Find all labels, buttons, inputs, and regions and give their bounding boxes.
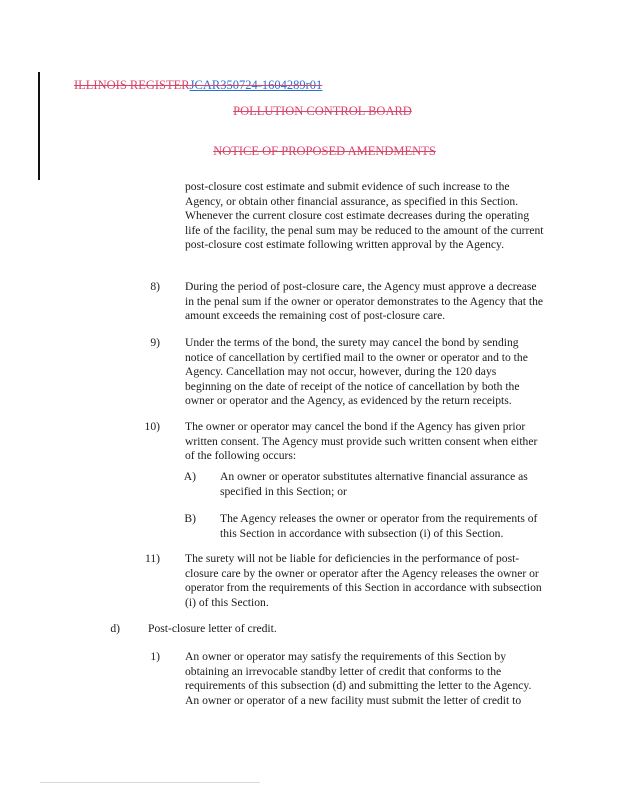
- item-11-number: 11): [144, 552, 160, 565]
- item-10a-text: An owner or operator substitutes alternative financial assurance as specified in this Section; or: [220, 470, 528, 498]
- notice-title: NOTICE OF PROPOSED AMENDMENTS: [213, 144, 436, 158]
- change-bar: [38, 72, 40, 180]
- board-title: POLLUTION CONTROL BOARD: [233, 104, 412, 118]
- register-header: [74, 78, 322, 93]
- item-10-number: 10): [144, 420, 160, 433]
- item-d1-text: An owner or operator may satisfy the requirements of this Section by obtaining an irrevocable standby letter of credit that conforms to the requirements of this subsection (d) and submitting the letter to the Agency. An owner or operator of a new facility must submit the letter of credit to: [185, 650, 532, 707]
- item-10a-number: A): [183, 470, 196, 483]
- continuation-paragraph: post-closure cost estimate and submit evidence of such increase to the Agency, or obtain other financial assurance, as specified in this Section. Whenever the current closure cost estimate decreases during the operating life of the facility, the penal sum may be reduced to the amount of the current post-closure cost estimate following written approval by the Agency.: [185, 180, 544, 251]
- item-10b-number: B): [184, 512, 196, 525]
- item-8-number: 8): [150, 280, 160, 293]
- jcar-code-link[interactable]: JCAR350724-1604289r01: [189, 78, 323, 92]
- item-9-text: Under the terms of the bond, the surety may cancel the bond by sending notice of cancellation by certified mail to the owner or operator and to the Agency. Cancellation may not occur, however, during the 120 days beginning on the date of receipt of the notice of cancellation by both the owner or operator and the Agency, as evidenced by the return receipts.: [185, 336, 528, 407]
- section-d-letter: d): [110, 622, 120, 635]
- item-11-text: The surety will not be liable for deficiencies in the performance of post-closure care by the owner or operator after the Agency releases the owner or operator from the requirements of this Section in accordance with subsection (i) of this Section.: [185, 552, 542, 609]
- item-10-text: The owner or operator may cancel the bond if the Agency has given prior written consent. The Agency must provide such written consent when either of the following occurs:: [185, 420, 538, 462]
- item-10b-text: The Agency releases the owner or operator from the requirements of this Section in accordance with subsection (i) of this Section.: [220, 512, 538, 540]
- register-title: ILLINOIS REGISTER: [74, 78, 190, 92]
- item-d1-number: 1): [150, 650, 160, 663]
- section-d-heading: Post-closure letter of credit.: [148, 622, 277, 635]
- footer-rule: [40, 782, 260, 783]
- item-8-text: During the period of post-closure care, the Agency must approve a decrease in the penal sum if the owner or operator demonstrates to the Agency that the amount exceeds the remaining cost of post-closure care.: [185, 280, 544, 322]
- item-9-number: 9): [150, 336, 160, 349]
